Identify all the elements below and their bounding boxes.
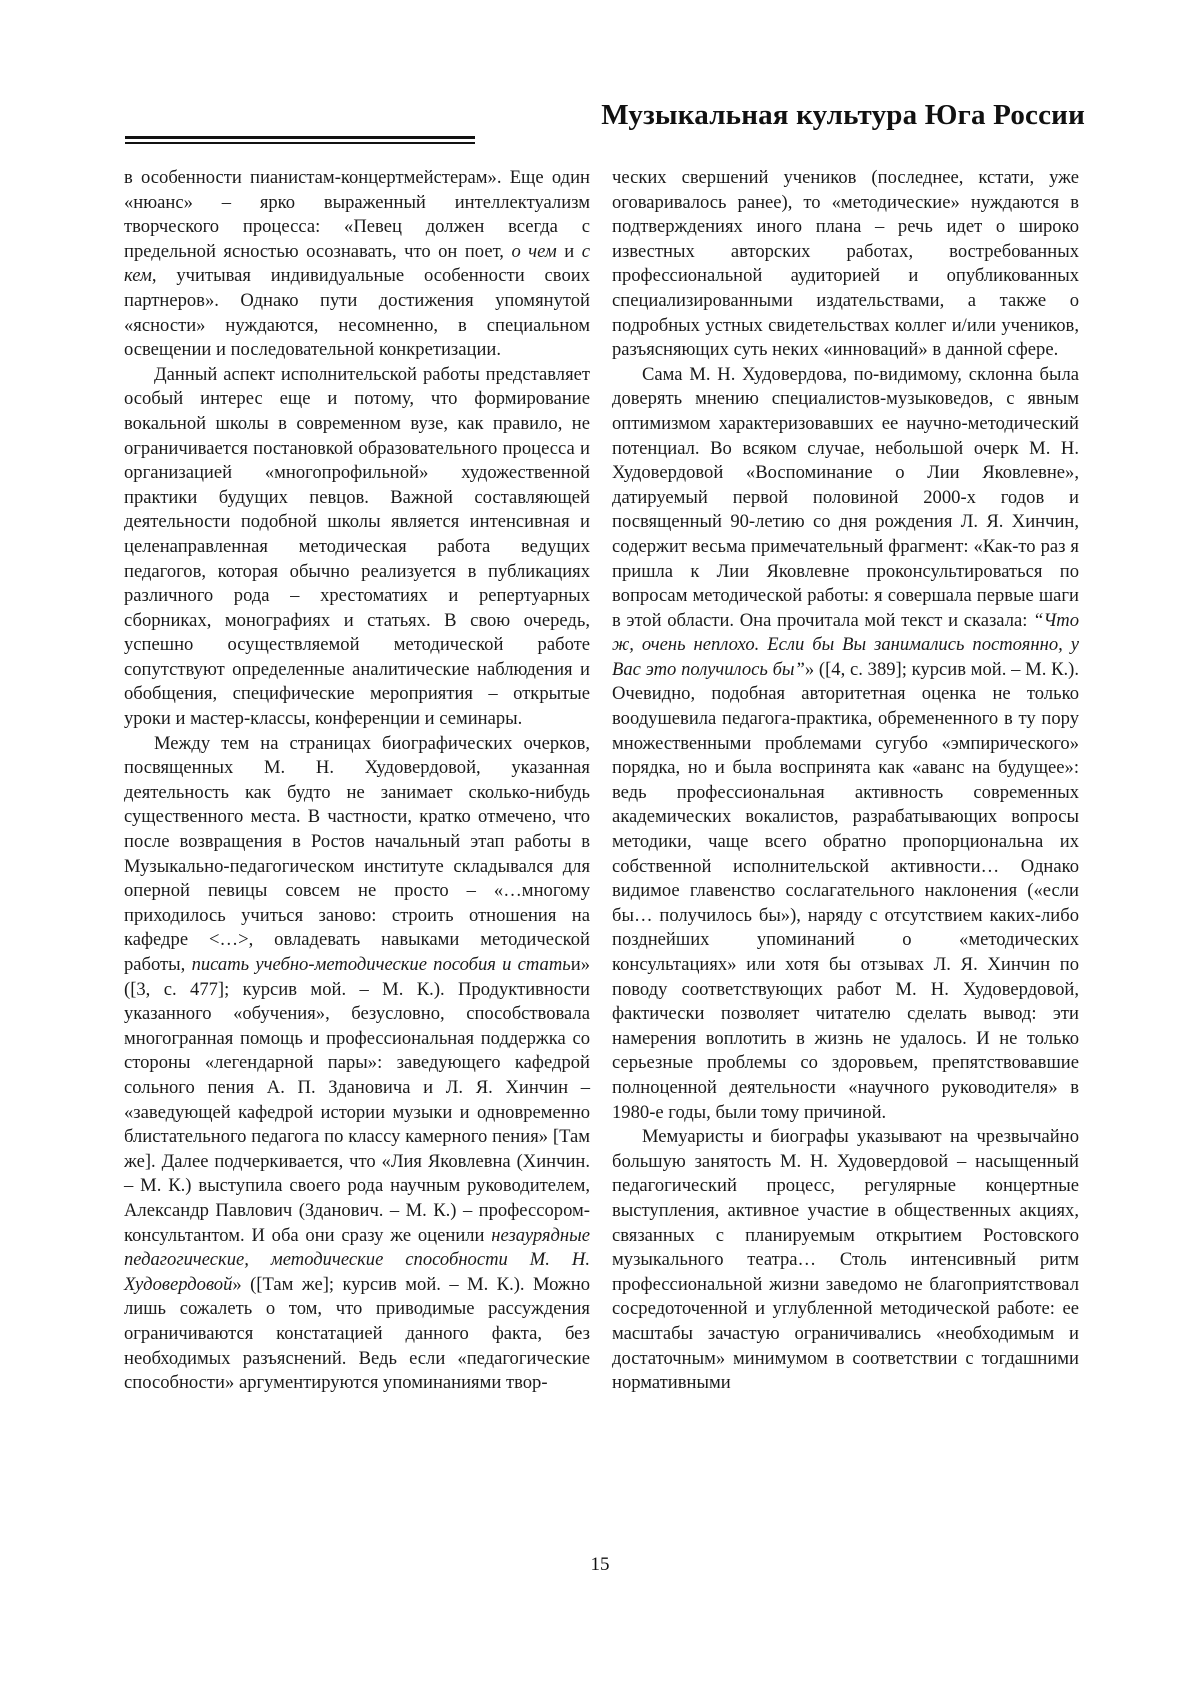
text-run: » ([4, с. 389]; курсив мой. – М. К.). Очевидно, подобная авторитетная оценка не только воодушевила педагога-практика, обремененного в ту пору множественными проблемами сугубо «эмпирического» порядка, но и была воспринята как «аванс на будущее»: ведь профессиональная активность современных академических вокалистов, разрабатывающих вопросы методики, чаще всего обратно пропорциональна их собственной исполнительской активности… Однако видимое главенство сослагательного наклонения («если бы… получилось бы»), наряду с отсутствием каких-либо позднейших упоминаний о «методических консультациях» или хотя бы отзывах Л. Я. Хинчин по поводу соответствующих работ М. Н. Худовердовой, фактически позволяет читателю сделать вывод: эти намерения воплотить в жизнь не удалось. И не только серьезные проблемы со здоровьем, препятствовавшие полноценной деятельности «научного руководителя» в 1980-е годы, были тому причиной. (612, 658, 1079, 1123)
header-rule-thin (125, 142, 475, 144)
text-run: и» ([3, с. 477]; курсив мой. – М. К.). Продуктивности указанного «обучения», безусловно, способствовала многогранная помощь и профессиональная поддержка со стороны «легендарной пары»: заведующего кафедрой сольного пения А. П. Здановича и Л. Я. Хинчин – «заведующей кафедрой истории музыки и одновременно блистательного педагога по классу камерного пения» [Там же]. Далее подчеркивается, что «Лия Яковлевна (Хинчин. – М. К.) выступила своего рода научным руководителем, Александр Павлович (Зданович. – М. К.) – профессором-консультантом. И оба они сразу же оценили (124, 954, 590, 1246)
running-header-title: Музыкальная культура Юга России (601, 99, 1085, 131)
left-paragraph-3 (124, 732, 590, 1396)
italic-run: “Что ж, очень неплохо. Если бы Вы занимались постоянно, у Вас это получилось бы” (612, 609, 1079, 680)
page-number: 15 (590, 1554, 610, 1575)
right-paragraph-3: Мемуаристы и биографы указывают на чрезвычайно большую занятость М. Н. Худовердовой – насыщенный педагогический процесс, регулярные концертные выступления, активное участие в общественных акциях, связанных с планируемым открытием Ростовского музыкального театра… Столь интенсивный ритм профессиональной жизни заведомо не благоприятствовал сосредоточенной и углубленной методической работе: ее масштабы зачастую ограничивались «необходимым и достаточным» минимумом в соответствии с тогдашними нормативными (612, 1126, 1079, 1394)
left-paragraph-2: Данный аспект исполнительской работы представляет особый интерес еще и потому, что формирование вокальной школы в современном вузе, как правило, не ограничивается постановкой образовательного процесса и организацией «многопрофильной» художественной практики будущих певцов. Важной составляющей деятельности подобной школы является интенсивная и целенаправленная методическая работа ведущих педагогов, которая обычно реализуется в публикациях различного рода – хрестоматиях и репертуарных сборниках, монографиях и статьях. В свою очередь, успешно осуществляемой методической работе сопутствуют определенные аналитические наблюдения и обобщения, специфические мероприятия – открытые уроки и мастер-классы, конференции и семинары. (124, 363, 590, 730)
italic-run: с кем (124, 240, 590, 287)
italic-run: писать учебно-методические пособия и стать (191, 954, 571, 975)
italic-run: незаурядные педагогические, методические способности М. Н. Худовердовой (124, 1224, 590, 1295)
left-column (124, 166, 590, 1396)
text-run: и (556, 240, 582, 262)
right-paragraph-2 (612, 363, 1079, 1125)
text-run: , учитывая индивидуальные особенности своих партнеров». Однако пути достижения упомянутой «ясности» нуждаются, несомненно, в специальном освещении и последовательной конкретизации. (124, 265, 590, 361)
text-run: Между тем на страницах биографических очерков, посвященных М. Н. Худовердовой, указанная деятельность как будто не занимает сколько-нибудь существенного места. В частности, кратко отмечено, что после возвращения в Ростов начальный этап работы в Музыкально-педагогическом институте складывался для оперной певицы совсем не просто – «…многому приходилось учиться заново: строить отношения на кафедре <…>, овладевать навыками методической работы, (124, 732, 590, 975)
left-paragraph-1 (124, 166, 590, 363)
text-run: » ([Там же]; курсив мой. – М. К.). Можно лишь сожалеть о том, что приводимые рассуждения ограничиваются констатацией данного факта, без необходимых разъяснений. Ведь если «педагогические способности» аргументируются упоминаниями твор- (124, 1273, 590, 1394)
text-run: Сама М. Н. Худовердова, по-видимому, склонна была доверять мнению специалистов-музыковедов, с явным оптимизмом характеризовавших ее научно-методический потенциал. Во всяком случае, небольшой очерк М. Н. Худовердовой «Воспоминание о Лии Яковлевне», датируемый первой половиной 2000-х годов и посвященный 90-летию со дня рождения Л. Я. Хинчин, содержит весьма примечательный фрагмент: «Как-то раз я пришла к Лии Яковлевне проконсультироваться по вопросам методической работы: я совершала первые шаги в этой области. Она прочитала мой текст и сказала: (612, 363, 1079, 631)
right-column (612, 166, 1079, 1396)
right-paragraph-1: ческих свершений учеников (последнее, кстати, уже оговаривалось ранее), то «методические» нуждаются в подтверждениях иного плана – речь идет о широко известных авторских работах, востребованных профессиональной аудиторией и опубликованных специализированными издательствами, а также о подробных устных свидетельствах коллег и/или учеников, разъясняющих суть неких «инноваций» в данной сфере. (612, 167, 1079, 361)
text-run: в особенности пианистам-концертмейстерам». Еще один «нюанс» – ярко выраженный интеллектуализм творческого процесса: «Певец должен всегда с предельной ясностью осознавать, что он поет, (124, 167, 590, 262)
italic-run: о чем (511, 240, 557, 262)
header-rule-thick (125, 136, 475, 139)
